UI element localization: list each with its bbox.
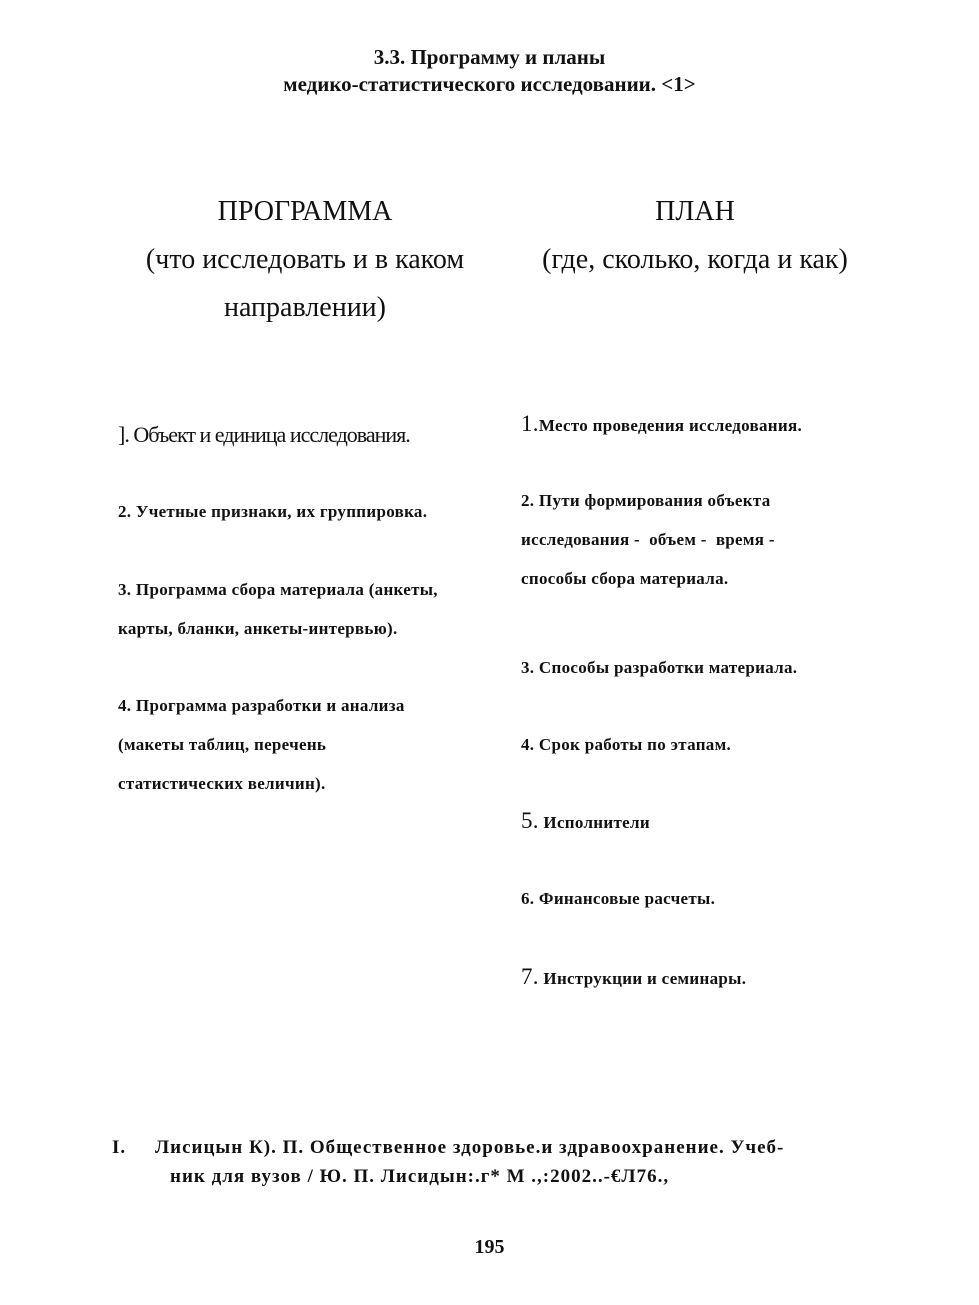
program-header	[110, 188, 500, 332]
program-subtitle-line1: (что исследовать и в каком	[145, 244, 465, 275]
program-item-1	[118, 415, 508, 454]
program-item-4-num: 4.	[118, 696, 132, 715]
plan-item-1	[521, 404, 921, 445]
plan-item-5-text: Исполнители	[543, 813, 650, 832]
section-heading-line2: медико-статистического исследовании. <1>	[283, 72, 696, 96]
program-item-2-num: 2.	[118, 502, 132, 521]
plan-item-4-num: 4.	[521, 735, 535, 754]
program-title: ПРОГРАММА	[217, 196, 393, 227]
plan-item-6-text: Финансовые расчеты.	[538, 889, 716, 908]
program-item-1-num: ].	[118, 422, 129, 447]
plan-item-7	[521, 957, 921, 998]
footnote	[155, 1133, 915, 1191]
program-item-2	[118, 492, 508, 531]
plan-item-6	[521, 879, 921, 918]
program-item-4-line2: (макеты таблиц, перечень	[118, 735, 327, 754]
plan-item-4-text: Срок работы по этапам.	[538, 735, 732, 754]
plan-item-2	[521, 481, 921, 598]
plan-header	[505, 188, 885, 284]
program-item-4-line1: Программа разработки и анализа	[135, 696, 405, 715]
program-item-4	[118, 686, 508, 803]
plan-item-7-text: Инструкции и семинары.	[543, 969, 747, 988]
section-heading-line1: 3.3. Программу и планы	[373, 45, 606, 69]
plan-item-6-num: 6.	[521, 889, 535, 908]
program-item-2-text: Учетные признаки, их группировка.	[135, 502, 428, 521]
plan-item-4	[521, 725, 921, 764]
page-number: 195	[474, 1236, 505, 1258]
program-item-4-line3: статистических величин).	[118, 774, 326, 793]
program-item-3-line1: Программа сбора материала (анкеты,	[135, 580, 438, 599]
plan-subtitle: (где, сколько, когда и как)	[542, 244, 848, 275]
plan-item-5-num: 5.	[521, 808, 539, 833]
plan-item-1-num: 1.	[521, 411, 539, 436]
plan-item-5	[521, 801, 921, 842]
plan-item-1-text: Место проведения исследования.	[538, 416, 803, 435]
plan-item-2-num: 2.	[521, 491, 535, 510]
plan-item-2-line2: исследования - объем - время -	[521, 530, 775, 549]
program-item-3-line2: карты, бланки, анкеты-интервью).	[118, 619, 398, 638]
plan-item-3	[521, 648, 921, 687]
footnote-line1: Лисицын К). П. Общественное здоровье.и здравоохранение. Учеб-	[155, 1137, 785, 1158]
program-subtitle-line2: направлении)	[224, 292, 386, 323]
plan-title: ПЛАН	[655, 196, 735, 227]
plan-item-2-line1: Пути формирования объекта	[538, 491, 771, 510]
program-item-3-num: 3.	[118, 580, 132, 599]
footnote-marker: I.	[112, 1137, 127, 1158]
plan-item-7-num: 7.	[521, 964, 539, 989]
plan-item-3-text: Способы разработки материала.	[538, 658, 798, 677]
footnote-line2: ник для вузов / Ю. П. Лисидын:.г* М .,:2002..-€Л76.,	[170, 1166, 670, 1187]
plan-item-2-line3: способы сбора материала.	[521, 569, 729, 588]
section-heading	[0, 44, 979, 98]
plan-item-3-num: 3.	[521, 658, 535, 677]
program-item-1-text: Объект и единица исследования.	[133, 422, 410, 447]
program-item-3	[118, 570, 508, 648]
